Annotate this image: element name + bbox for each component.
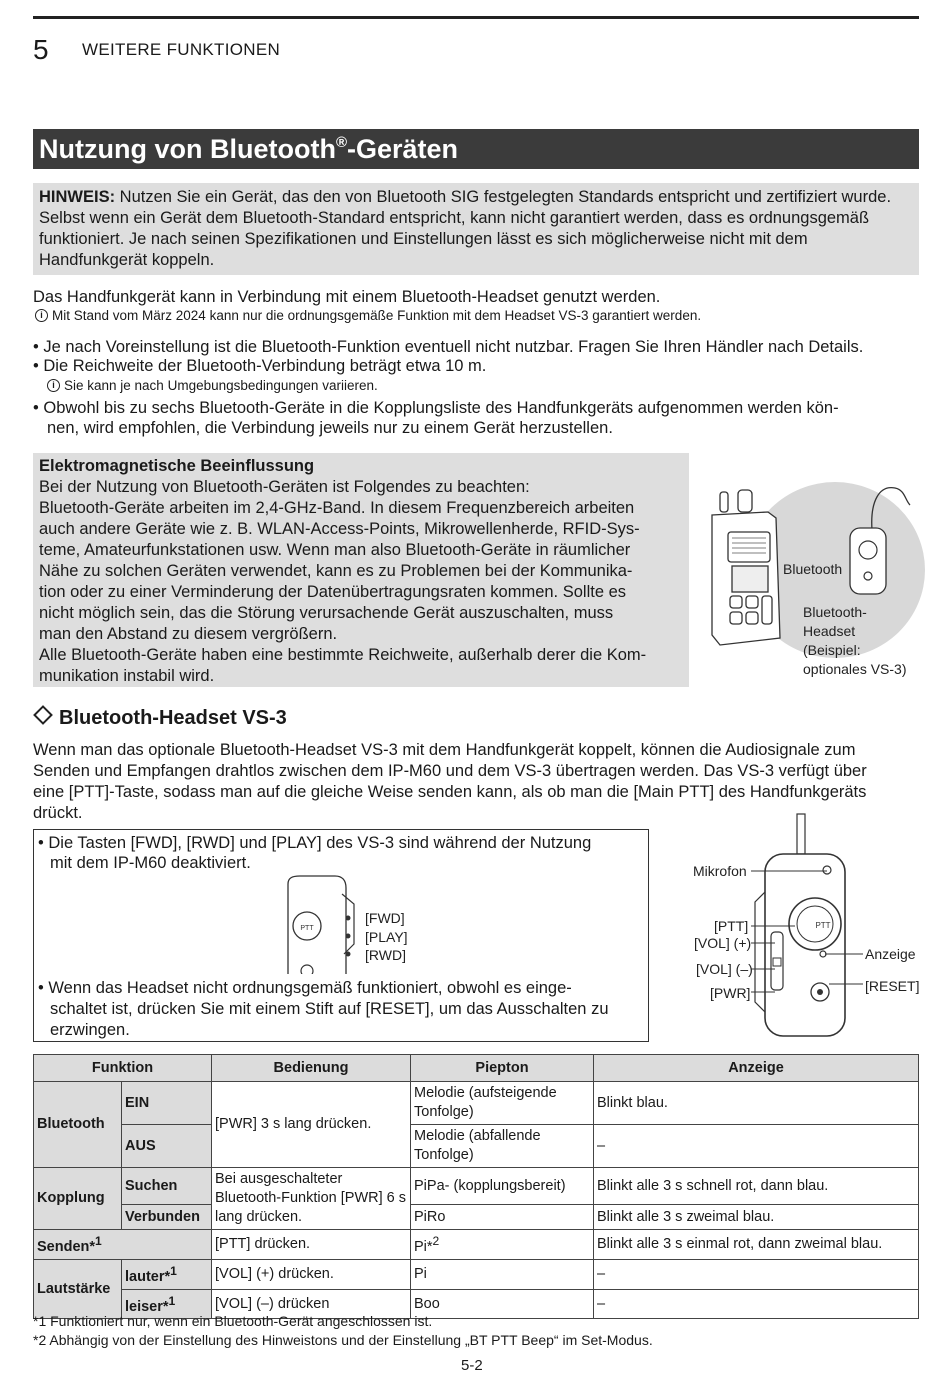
emc-line: Bei der Nutzung von Bluetooth-Geräten ist Folgendes zu beachten: [39, 478, 530, 496]
header-funktion: Funktion [34, 1055, 212, 1082]
intro-info-text: Mit Stand vom März 2024 kann nur die ordnungsgemäße Funktion mit dem Headset VS-3 garantiert werden. [52, 308, 702, 323]
subsection-heading [33, 707, 287, 730]
lauter-bedienung: [VOL] (+) drücken. [212, 1259, 411, 1289]
lauter-anzeige: – [594, 1259, 919, 1289]
footnote-ref: 1 [170, 1263, 177, 1278]
header-bedienung: Bedienung [212, 1055, 411, 1082]
headset-caption-line: Bluetooth- [803, 604, 867, 620]
row-group-kopplung: Kopplung [34, 1168, 122, 1230]
row-label-senden [34, 1230, 212, 1260]
row-group-bluetooth: Bluetooth [34, 1082, 122, 1168]
row-label-aus: AUS [122, 1125, 212, 1168]
emc-line: tion oder zu einer Verminderung der Datenübertragungsraten kommen. Sollte es [39, 583, 627, 601]
chapter-title: WEITERE FUNKTIONEN [82, 40, 281, 59]
headset-caption-line: Headset [803, 623, 856, 639]
bullet-1: • Je nach Voreinstellung ist die Bluetooth-Funktion eventuell nicht nutzbar. Fragen Sie Ihren Händler nach Details. [33, 338, 864, 356]
info-icon: i [35, 309, 48, 322]
header-rule [33, 16, 919, 19]
headset-caption [803, 603, 907, 679]
play-label: [PLAY] [365, 929, 408, 945]
lauter-text: lauter* [125, 1268, 171, 1285]
verbunden-anzeige: Blinkt alle 3 s zweimal blau. [594, 1205, 919, 1230]
registered-mark: ® [335, 134, 347, 151]
box-bullet-2-line-3: erzwingen. [50, 1021, 130, 1039]
footnote-ref: 1 [168, 1293, 176, 1308]
ein-piepton: Melodie (aufsteigende Tonfolge) [411, 1082, 594, 1125]
box-bullet-1-line-1: • Die Tasten [FWD], [RWD] und [PLAY] des VS-3 sind während der Nutzung [38, 834, 592, 852]
bullet-2-info [47, 377, 378, 395]
vol-plus-label: [VOL] (+) [694, 935, 752, 951]
suchen-anzeige: Blinkt alle 3 s schnell rot, dann blau. [594, 1168, 919, 1205]
aus-piepton: Melodie (abfallende Tonfolge) [411, 1125, 594, 1168]
footnote-1 [33, 1313, 432, 1329]
section-title [33, 129, 919, 169]
paragraph-line: eine [PTT]-Taste, sodass man auf die gleiche Weise senden kann, als ob man die [Main PTT] des Handfunkgeräts [33, 783, 867, 801]
subsection-heading-text: Bluetooth-Headset VS-3 [59, 707, 287, 729]
pwr-label: [PWR] [710, 985, 751, 1001]
footnote-mark: *2 [33, 1332, 47, 1348]
bullet-2-info-text: Sie kann je nach Umgebungsbedingungen variieren. [64, 378, 378, 393]
box-bullet-1-line-2: mit dem IP-M60 deaktiviert. [50, 854, 251, 872]
bullet-2: • Die Reichweite der Bluetooth-Verbindung beträgt etwa 10 m. [33, 357, 487, 375]
chapter-number: 5 [33, 34, 49, 65]
note-text: Nutzen Sie ein Gerät, das den von Bluetooth SIG festgelegten Standards entspricht und zertifiziert wurde. Selbst wenn ein Gerät dem Bluetooth-Standard entspricht, kann nicht garantiert werden, dass es ordnungsgemäß funktioniert. Je nach seinen Spezifikationen und Einstellungen lässt es sich möglicherweise nicht mit dem Handfunkgerät koppeln. [39, 188, 892, 269]
table-row [34, 1259, 919, 1289]
leiser-piepton: Boo [411, 1289, 594, 1319]
table-row [34, 1082, 919, 1125]
footnote-text: Funktioniert nur, wenn ein Bluetooth-Gerät angeschlossen ist. [46, 1313, 433, 1329]
box-bullet-2-line-1: • Wenn das Headset nicht ordnungsgemäß funktioniert, obwohl es einge- [38, 979, 572, 997]
table-row [34, 1205, 919, 1230]
rwd-label: [RWD] [365, 947, 406, 963]
emc-line: Nähe zu solchen Geräten verwendet, kann es zu Problemen bei der Kommunika- [39, 562, 633, 580]
paragraph-line: Senden und Empfangen drahtlos zwischen dem IP-M60 und dem VS-3 übertragen werden. Das VS-3 verfügt über [33, 762, 867, 780]
footnote-mark: *1 [33, 1313, 47, 1329]
title-main: Nutzung von Bluetooth [39, 134, 336, 164]
emc-line: teme, Amateurfunkstationen usw. Wenn man also Bluetooth-Geräte in räumlicher [39, 541, 631, 559]
footnote-ref: 2 [432, 1234, 440, 1248]
box-bullet-2-line-2: schaltet ist, drücken Sie mit einem Stift auf [RESET], um das Ausschalten zu [50, 1000, 609, 1018]
emc-line: nicht möglich sein, das die Störung verursachende Gerät auszuschalten, muss [39, 604, 614, 622]
fwd-label: [FWD] [365, 910, 405, 926]
suchen-piepton: PiPa- (kopplungsbereit) [411, 1168, 594, 1205]
bluetooth-label: Bluetooth [783, 561, 843, 577]
note-box [33, 183, 919, 275]
footnote-ref: 1 [95, 1234, 102, 1248]
emc-box [33, 453, 689, 687]
reset-label: [RESET] [865, 978, 920, 994]
page-number: 5-2 [461, 1357, 483, 1374]
row-label-ein: EIN [122, 1082, 212, 1125]
headset-caption-line: (Beispiel: [803, 642, 861, 658]
mikrofon-label: Mikrofon [693, 863, 747, 879]
emc-heading: Elektromagnetische Beeinflussung [39, 457, 315, 475]
senden-text: Senden* [37, 1238, 96, 1255]
senden-anzeige: Blinkt alle 3 s einmal rot, dann zweimal blau. [594, 1230, 919, 1260]
paragraph-line: drückt. [33, 804, 83, 822]
header-anzeige: Anzeige [594, 1055, 919, 1082]
row-label-suchen: Suchen [122, 1168, 212, 1205]
vol-minus-label: [VOL] (–) [696, 961, 753, 977]
function-table [33, 1054, 919, 1319]
note-label: HINWEIS: [39, 188, 116, 206]
row-group-lautstaerke: Lautstärke [34, 1259, 122, 1319]
leiser-anzeige: – [594, 1289, 919, 1319]
emc-line: man den Abstand zu diesem vergrößern. [39, 625, 338, 643]
footnote-2 [33, 1332, 653, 1348]
emc-line: munikation instabil wird. [39, 667, 215, 685]
bluetooth-bedienung: [PWR] 3 s lang drücken. [212, 1082, 411, 1168]
info-icon: i [47, 379, 60, 392]
emc-line: Alle Bluetooth-Geräte haben eine bestimmte Reichweite, außerhalb derer die Kom- [39, 646, 647, 664]
intro-text: Das Handfunkgerät kann in Verbindung mit einem Bluetooth-Headset genutzt werden. [33, 288, 661, 306]
emc-line: Bluetooth-Geräte arbeiten im 2,4-GHz-Band. In diesem Frequenzbereich arbeiten [39, 499, 635, 517]
senden-bedienung: [PTT] drücken. [212, 1230, 411, 1260]
paragraph-line: Wenn man das optionale Bluetooth-Headset VS-3 mit dem Handfunkgerät koppelt, können die Audiosignale zum [33, 741, 856, 759]
headset-caption-line: optionales VS-3) [803, 661, 907, 677]
emc-line: auch andere Geräte wie z. B. WLAN-Access-Points, Mikrowellenherde, RFID-Sys- [39, 520, 640, 538]
ptt-text: PTT [300, 925, 314, 932]
footnote-text: Abhängig von der Einstellung des Hinweistons und der Einstellung „BT PTT Beep“ im Set-Modus. [46, 1332, 653, 1348]
section-paragraph [33, 740, 867, 824]
kopplung-bedienung: Bei ausgeschalteter Bluetooth-Funktion [PWR] 6 s lang drücken. [212, 1168, 411, 1230]
senden-piepton-text: Pi* [414, 1238, 433, 1255]
diamond-icon [33, 705, 53, 725]
ein-anzeige: Blinkt blau. [594, 1082, 919, 1125]
leiser-text: leiser* [125, 1298, 169, 1315]
headset-buttons-illustration [280, 874, 360, 974]
title-suffix: -Geräten [347, 134, 459, 164]
anzeige-label: Anzeige [865, 946, 916, 962]
row-label-verbunden: Verbunden [122, 1205, 212, 1230]
bullet-3-line-1: • Obwohl bis zu sechs Bluetooth-Geräte in die Kopplungsliste des Handfunkgeräts aufgenommen werden kön- [33, 399, 839, 417]
senden-piepton [411, 1230, 594, 1260]
verbunden-piepton: PiRo [411, 1205, 594, 1230]
headset-detail-illustration [745, 812, 865, 1044]
header-piepton: Piepton [411, 1055, 594, 1082]
lauter-piepton: Pi [411, 1259, 594, 1289]
table-header-row [34, 1055, 919, 1082]
table-row [34, 1125, 919, 1168]
aus-anzeige: – [594, 1125, 919, 1168]
row-label-lauter [122, 1259, 212, 1289]
intro-info [35, 307, 701, 325]
ptt-text: PTT [815, 921, 831, 930]
table-row [34, 1230, 919, 1260]
ptt-label: [PTT] [714, 918, 749, 934]
leiser-bedienung: [VOL] (–) drücken [212, 1289, 411, 1319]
table-row [34, 1168, 919, 1205]
bullet-3-line-2: nen, wird empfohlen, die Verbindung jeweils nur zu einem Gerät herzustellen. [47, 419, 613, 437]
